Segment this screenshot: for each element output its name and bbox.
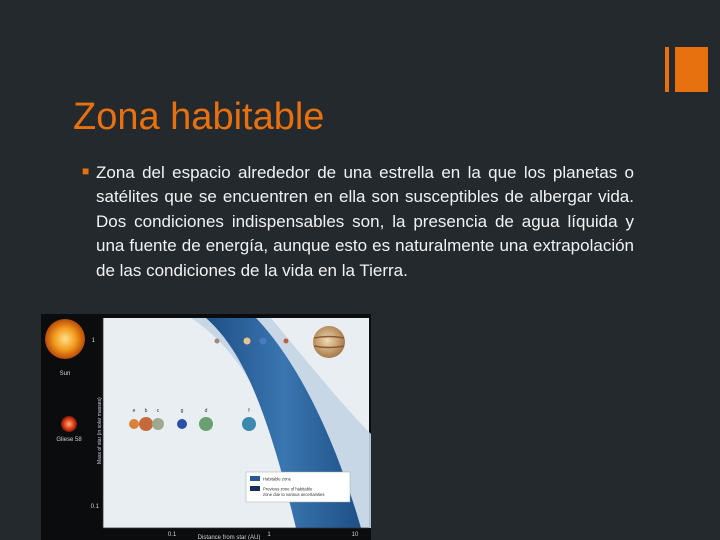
planet-letter-f: f <box>248 408 250 414</box>
venus-planet <box>244 338 251 345</box>
y-tick-0-1: 0.1 <box>90 504 99 510</box>
slide-title: Zona habitable <box>73 96 325 138</box>
planet-letter-e: e <box>132 408 136 414</box>
planet-letter-g: g <box>180 408 184 414</box>
legend-habitable-zone: Habitable zone <box>263 476 291 482</box>
legend-previous-zone: Previous zone of habitable <box>263 486 313 492</box>
planet-c <box>152 418 164 430</box>
x-tick-1: 1 <box>267 532 271 538</box>
planet-b <box>139 417 153 431</box>
x-tick-10: 10 <box>351 532 359 538</box>
y-axis-label: Mass of star (in solar masses) <box>97 397 103 464</box>
accent-bar-thin <box>665 47 669 92</box>
star-label-gliese: Gliese 58 <box>56 437 82 443</box>
star-label-sun: Sun <box>59 371 71 377</box>
accent-bar-thick <box>675 47 708 92</box>
planet-d <box>199 417 213 431</box>
planet-e <box>129 419 139 429</box>
bullet-text: Zona del espacio alrededor de una estrella en la que los planetas o satélites que se encuentren en ella son susceptibles de albergar vida. Dos condiciones indispensables son, la presencia de agua líquida y una fuente de energía, aunque esto es naturalmente una extrapolación de las condiciones de la vida en la Tierra. <box>96 163 634 280</box>
sun-star <box>45 319 85 359</box>
planet-f <box>242 417 256 431</box>
legend-swatch-habitable <box>250 476 260 481</box>
habitable-zone-diagram <box>41 314 371 540</box>
bullet-list <box>82 161 634 283</box>
x-tick-0-1: 0.1 <box>167 532 177 538</box>
mars-planet <box>284 339 289 344</box>
planet-letter-b: b <box>144 408 148 414</box>
gliese-star <box>61 416 77 432</box>
habitable-zone-figure <box>41 314 371 540</box>
planet-g <box>177 419 187 429</box>
y-tick-1: 1 <box>91 338 95 344</box>
legend-uncertainties: zone due to various uncertainties <box>263 492 325 497</box>
planet-letter-c: c <box>156 408 160 414</box>
mercury-planet <box>215 339 220 344</box>
x-axis-label: Distance from star (AU) <box>197 535 261 540</box>
legend-swatch-previous <box>250 486 260 491</box>
bullet-square-icon: ■ <box>82 164 90 178</box>
jupiter-planet <box>313 326 345 358</box>
planet-letter-d: d <box>204 408 208 414</box>
earth-planet <box>260 338 267 345</box>
